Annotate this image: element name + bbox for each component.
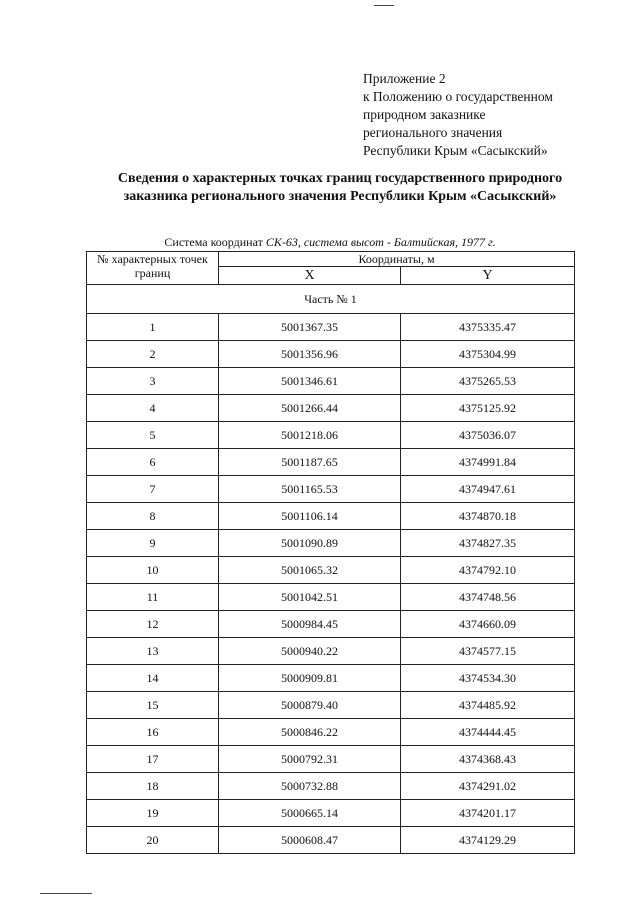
- coordinate-system-prefix: Система координат: [164, 235, 266, 249]
- x-coordinate-cell: 5001356.96: [219, 341, 401, 368]
- table-row: [87, 422, 575, 449]
- point-number-cell: 17: [87, 746, 219, 773]
- point-number-cell: 9: [87, 530, 219, 557]
- annex-line: к Положению о государственном: [363, 89, 553, 104]
- point-number-cell: 7: [87, 476, 219, 503]
- y-coordinate-cell: 4374291.02: [401, 773, 575, 800]
- y-coordinate-cell: 4374748.56: [401, 584, 575, 611]
- table-row: [87, 719, 575, 746]
- y-coordinate-cell: 4374991.84: [401, 449, 575, 476]
- x-coordinate-cell: 5000732.88: [219, 773, 401, 800]
- table-row: [87, 314, 575, 341]
- x-coordinate-cell: 5000608.47: [219, 827, 401, 854]
- coordinate-system-caption: [86, 235, 574, 249]
- coordinate-system-details: СК-63, система высот - Балтийская, 1977 г.: [265, 235, 496, 249]
- x-coordinate-cell: 5001218.06: [219, 422, 401, 449]
- table-row: [87, 449, 575, 476]
- y-coordinate-cell: 4374827.35: [401, 530, 575, 557]
- x-coordinate-cell: 5001187.65: [219, 449, 401, 476]
- point-number-cell: 5: [87, 422, 219, 449]
- annex-line: Приложение 2: [363, 71, 446, 86]
- table-row: [87, 692, 575, 719]
- table-row: [87, 827, 575, 854]
- x-coordinate-cell: 5001367.35: [219, 314, 401, 341]
- point-number-cell: 2: [87, 341, 219, 368]
- y-coordinate-cell: 4374534.30: [401, 665, 575, 692]
- header-x: X: [219, 267, 401, 285]
- header-point-number: № характерных точек границ: [87, 252, 219, 285]
- y-coordinate-cell: 4374870.18: [401, 503, 575, 530]
- point-number-cell: 13: [87, 638, 219, 665]
- x-coordinate-cell: 5001042.51: [219, 584, 401, 611]
- y-coordinate-cell: 4374660.09: [401, 611, 575, 638]
- y-coordinate-cell: 4374485.92: [401, 692, 575, 719]
- point-number-cell: 6: [87, 449, 219, 476]
- point-number-cell: 1: [87, 314, 219, 341]
- table-row: [87, 746, 575, 773]
- y-coordinate-cell: 4375036.07: [401, 422, 575, 449]
- document-title: [70, 170, 610, 206]
- annex-block: [363, 70, 553, 160]
- point-number-cell: 8: [87, 503, 219, 530]
- header-y: Y: [401, 267, 575, 285]
- x-coordinate-cell: 5001266.44: [219, 395, 401, 422]
- title-line-2: заказника регионального значения Республики Крым «Сасыкский»: [123, 189, 557, 204]
- point-number-cell: 14: [87, 665, 219, 692]
- x-coordinate-cell: 5001090.89: [219, 530, 401, 557]
- x-coordinate-cell: 5000909.81: [219, 665, 401, 692]
- y-coordinate-cell: 4374444.45: [401, 719, 575, 746]
- table-row: [87, 368, 575, 395]
- table-row: [87, 773, 575, 800]
- x-coordinate-cell: 5000665.14: [219, 800, 401, 827]
- y-coordinate-cell: 4374129.29: [401, 827, 575, 854]
- x-coordinate-cell: 5000984.45: [219, 611, 401, 638]
- table-row: [87, 665, 575, 692]
- y-coordinate-cell: 4374947.61: [401, 476, 575, 503]
- x-coordinate-cell: 5000879.40: [219, 692, 401, 719]
- table-row: [87, 503, 575, 530]
- title-line-1: Сведения о характерных точках границ государственного природного: [117, 171, 563, 186]
- table-row: [87, 611, 575, 638]
- table-row: [87, 530, 575, 557]
- point-number-cell: 15: [87, 692, 219, 719]
- x-coordinate-cell: 5000792.31: [219, 746, 401, 773]
- table-row: [87, 584, 575, 611]
- x-coordinate-cell: 5001346.61: [219, 368, 401, 395]
- x-coordinate-cell: 5001165.53: [219, 476, 401, 503]
- scan-mark-bottom: [40, 893, 92, 894]
- point-number-cell: 18: [87, 773, 219, 800]
- annex-line: регионального значения: [363, 125, 503, 140]
- y-coordinate-cell: 4374792.10: [401, 557, 575, 584]
- y-coordinate-cell: 4375304.99: [401, 341, 575, 368]
- scan-mark-top: [374, 5, 394, 6]
- point-number-cell: 3: [87, 368, 219, 395]
- table-row: [87, 341, 575, 368]
- y-coordinate-cell: 4374201.17: [401, 800, 575, 827]
- table-row: [87, 476, 575, 503]
- y-coordinate-cell: 4375125.92: [401, 395, 575, 422]
- table-row: [87, 395, 575, 422]
- y-coordinate-cell: 4374577.15: [401, 638, 575, 665]
- table-row: [87, 800, 575, 827]
- x-coordinate-cell: 5001106.14: [219, 503, 401, 530]
- x-coordinate-cell: 5001065.32: [219, 557, 401, 584]
- point-number-cell: 19: [87, 800, 219, 827]
- table-row: [87, 557, 575, 584]
- point-number-cell: 20: [87, 827, 219, 854]
- annex-line: природном заказнике: [363, 107, 486, 122]
- point-number-cell: 12: [87, 611, 219, 638]
- x-coordinate-cell: 5000940.22: [219, 638, 401, 665]
- section-label: Часть № 1: [87, 285, 575, 314]
- point-number-cell: 4: [87, 395, 219, 422]
- y-coordinate-cell: 4375265.53: [401, 368, 575, 395]
- point-number-cell: 11: [87, 584, 219, 611]
- point-number-cell: 16: [87, 719, 219, 746]
- header-coordinates: Координаты, м: [219, 252, 575, 267]
- point-number-cell: 10: [87, 557, 219, 584]
- annex-line: Республики Крым «Сасыкский»: [363, 143, 548, 158]
- y-coordinate-cell: 4375335.47: [401, 314, 575, 341]
- coordinates-table: [86, 251, 575, 854]
- x-coordinate-cell: 5000846.22: [219, 719, 401, 746]
- table-row: [87, 638, 575, 665]
- y-coordinate-cell: 4374368.43: [401, 746, 575, 773]
